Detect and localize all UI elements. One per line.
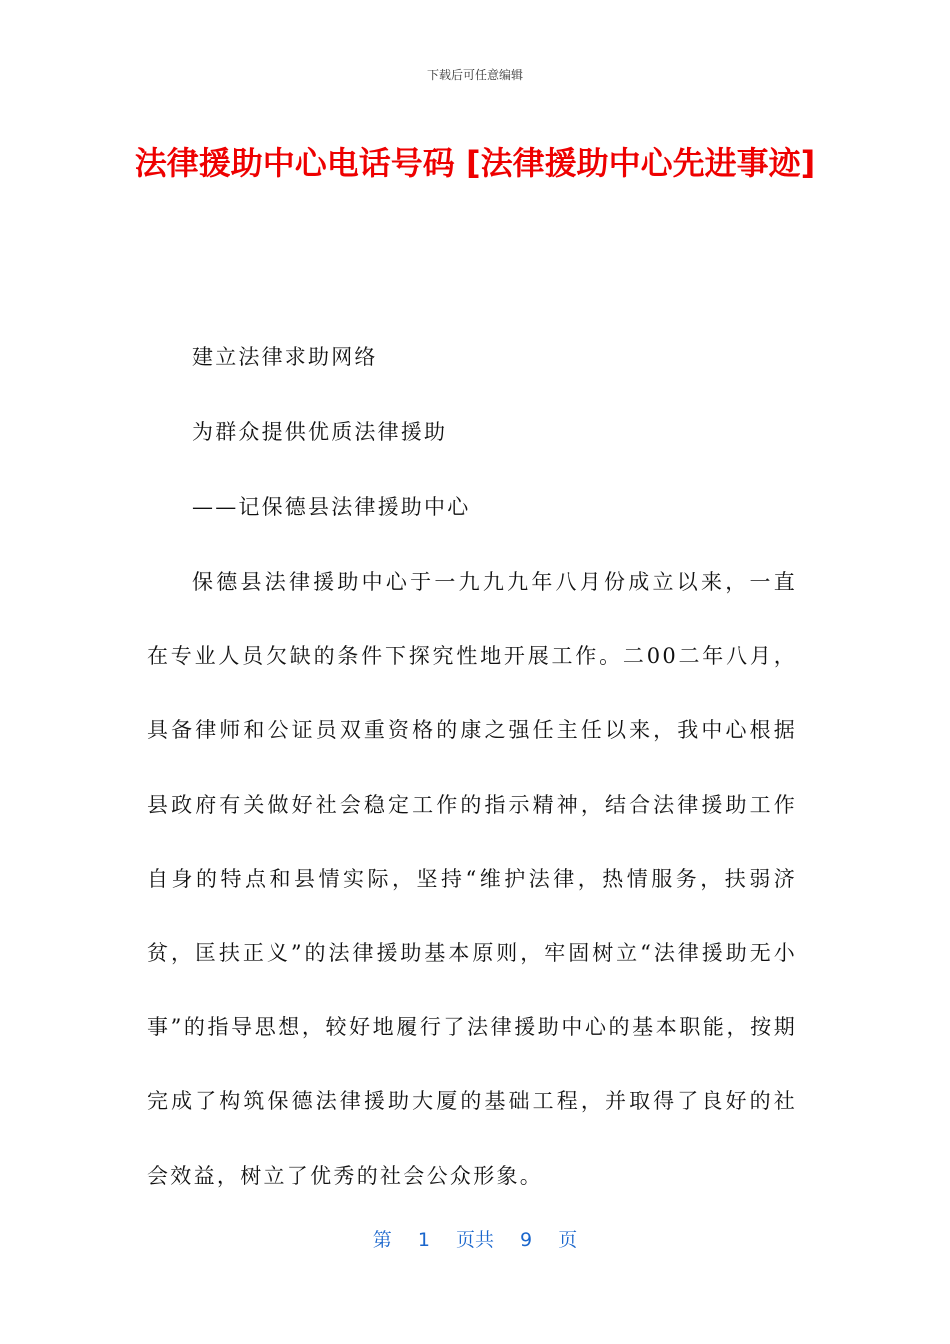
subtitle-line-3: ——记保德县法律援助中心 (192, 495, 471, 519)
total-pages: 9 (520, 1229, 533, 1251)
subtitle-line-1: 建立法律求助网络 (192, 345, 378, 369)
body-paragraph: 保德县法律援助中心于一九九九年八月份成立以来，一直在专业人员欠缺的条件下探究性地开展工作。二00二年八月，具备律师和公证员双重资格的康之强任主任以来，我中心根据县政府有关做好社会稳定工作的指示精神，结合法律援助工作自身的特点和县情实际，坚持“维护法律，热情服务，扶弱济贫，匡扶正义”的法律援助基本原则，牢固树立“法律援助无小事”的指导思想，较好地履行了法律援助中心的基本职能，按期完成了构筑保德法律援助大厦的基础工程，并取得了良好的社会效益，树立了优秀的社会公众形象。 (147, 570, 797, 1188)
page-prefix: 第 (372, 1229, 392, 1251)
page-middle: 页共 (455, 1229, 494, 1251)
page-footer (0, 1225, 950, 1252)
document-title: 法律援助中心电话号码 [法律援助中心先进事迹] (134, 144, 816, 182)
document-body (147, 320, 797, 1213)
page-suffix: 页 (558, 1229, 578, 1251)
page-number: 1 (417, 1229, 430, 1251)
header-note: 下载后可任意编辑 (426, 68, 523, 82)
subtitle-line-2: 为群众提供优质法律援助 (192, 420, 448, 444)
